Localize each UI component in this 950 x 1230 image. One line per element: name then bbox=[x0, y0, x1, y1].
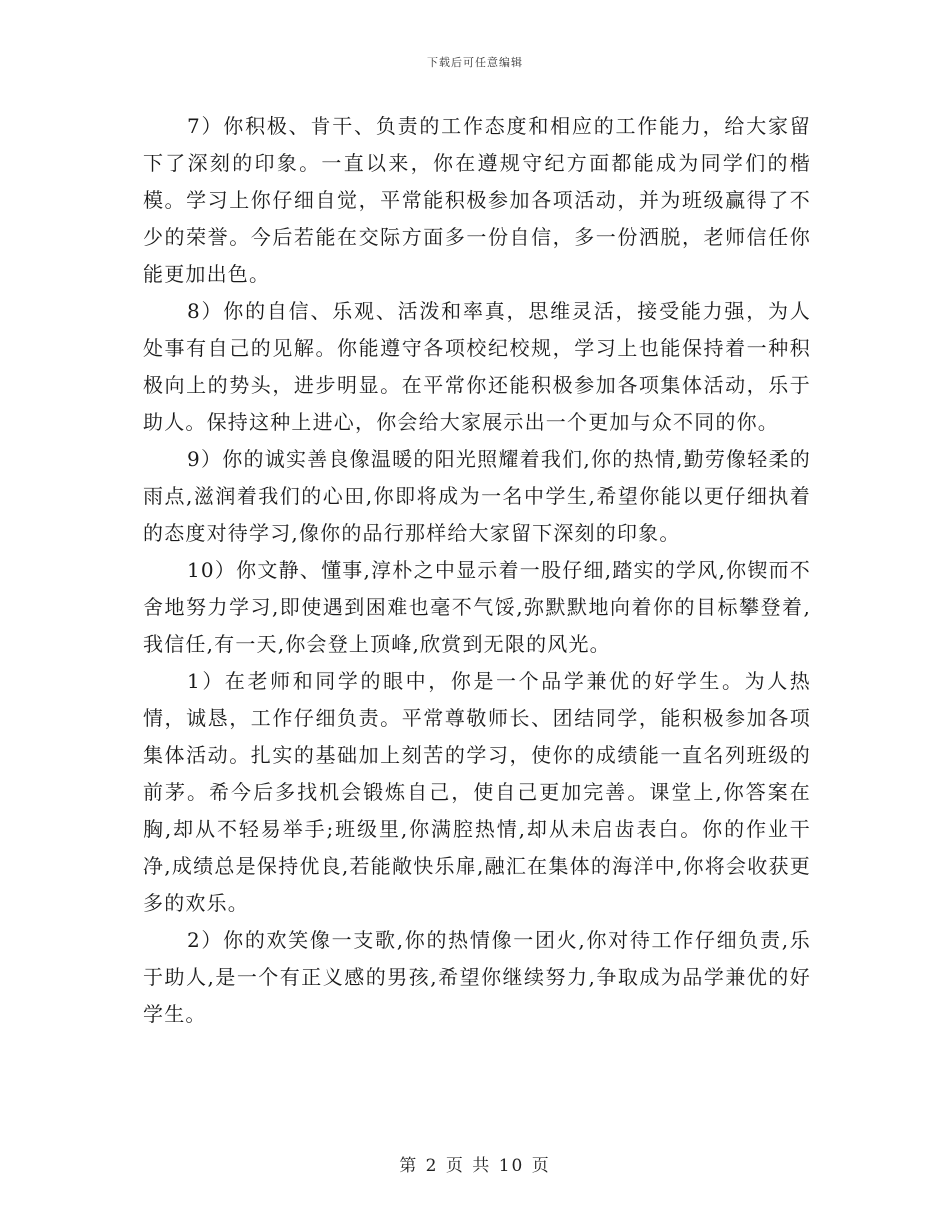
paragraph-1: 1）在老师和同学的眼中，你是一个品学兼优的好学生。为人热情，诚恳，工作仔细负责。平常尊敬师长、团结同学，能积极参加各项集体活动。扎实的基础加上刻苦的学习，使你的成绩能一直名列班级的前茅。希今后多找机会锻炼自己，使自己更加完善。课堂上,你答案在胸,却从不轻易举手;班级里,你满腔热情,却从未启齿表白。你的作业干净,成绩总是保持优良,若能敞快乐扉,融汇在集体的海洋中,你将会收获更多的欢乐。 bbox=[143, 669, 811, 915]
paragraph-2: 2）你的欢笑像一支歌,你的热情像一团火,你对待工作仔细负责,乐于助人,是一个有正义感的男孩,希望你继续努力,争取成为品学兼优的好学生。 bbox=[143, 928, 811, 1026]
paragraph-7: 7）你积极、肯干、负责的工作态度和相应的工作能力，给大家留下了深刻的印象。一直以来，你在遵规守纪方面都能成为同学们的楷模。学习上你仔细自觉，平常能积极参加各项活动，并为班级赢得了不少的荣誉。今后若能在交际方面多一份自信，多一份洒脱，老师信任你能更加出色。 bbox=[143, 114, 811, 286]
paragraph-8: 8）你的自信、乐观、活泼和率真，思维灵活，接受能力强，为人处事有自己的见解。你能遵守各项校纪校规，学习上也能保持着一种积极向上的势头，进步明显。在平常你还能积极参加各项集体活动，乐于助人。保持这种上进心，你会给大家展示出一个更加与众不同的你。 bbox=[143, 299, 811, 434]
page-header: 下载后可任意编辑 bbox=[427, 56, 523, 69]
page-number-footer: 第 2 页 共 10 页 bbox=[399, 1156, 551, 1176]
document-body bbox=[143, 108, 811, 1033]
paragraph-9: 9）你的诚实善良像温暖的阳光照耀着我们,你的热情,勤劳像轻柔的雨点,滋润着我们的心田,你即将成为一名中学生,希望你能以更仔细执着的态度对待学习,像你的品行那样给大家留下深刻的印象。 bbox=[143, 447, 811, 545]
paragraph-10: 10）你文静、懂事,淳朴之中显示着一股仔细,踏实的学风,你锲而不舍地努力学习,即使遇到困难也毫不气馁,弥默默地向着你的目标攀登着,我信任,有一天,你会登上顶峰,欣赏到无限的风光。 bbox=[143, 558, 811, 656]
